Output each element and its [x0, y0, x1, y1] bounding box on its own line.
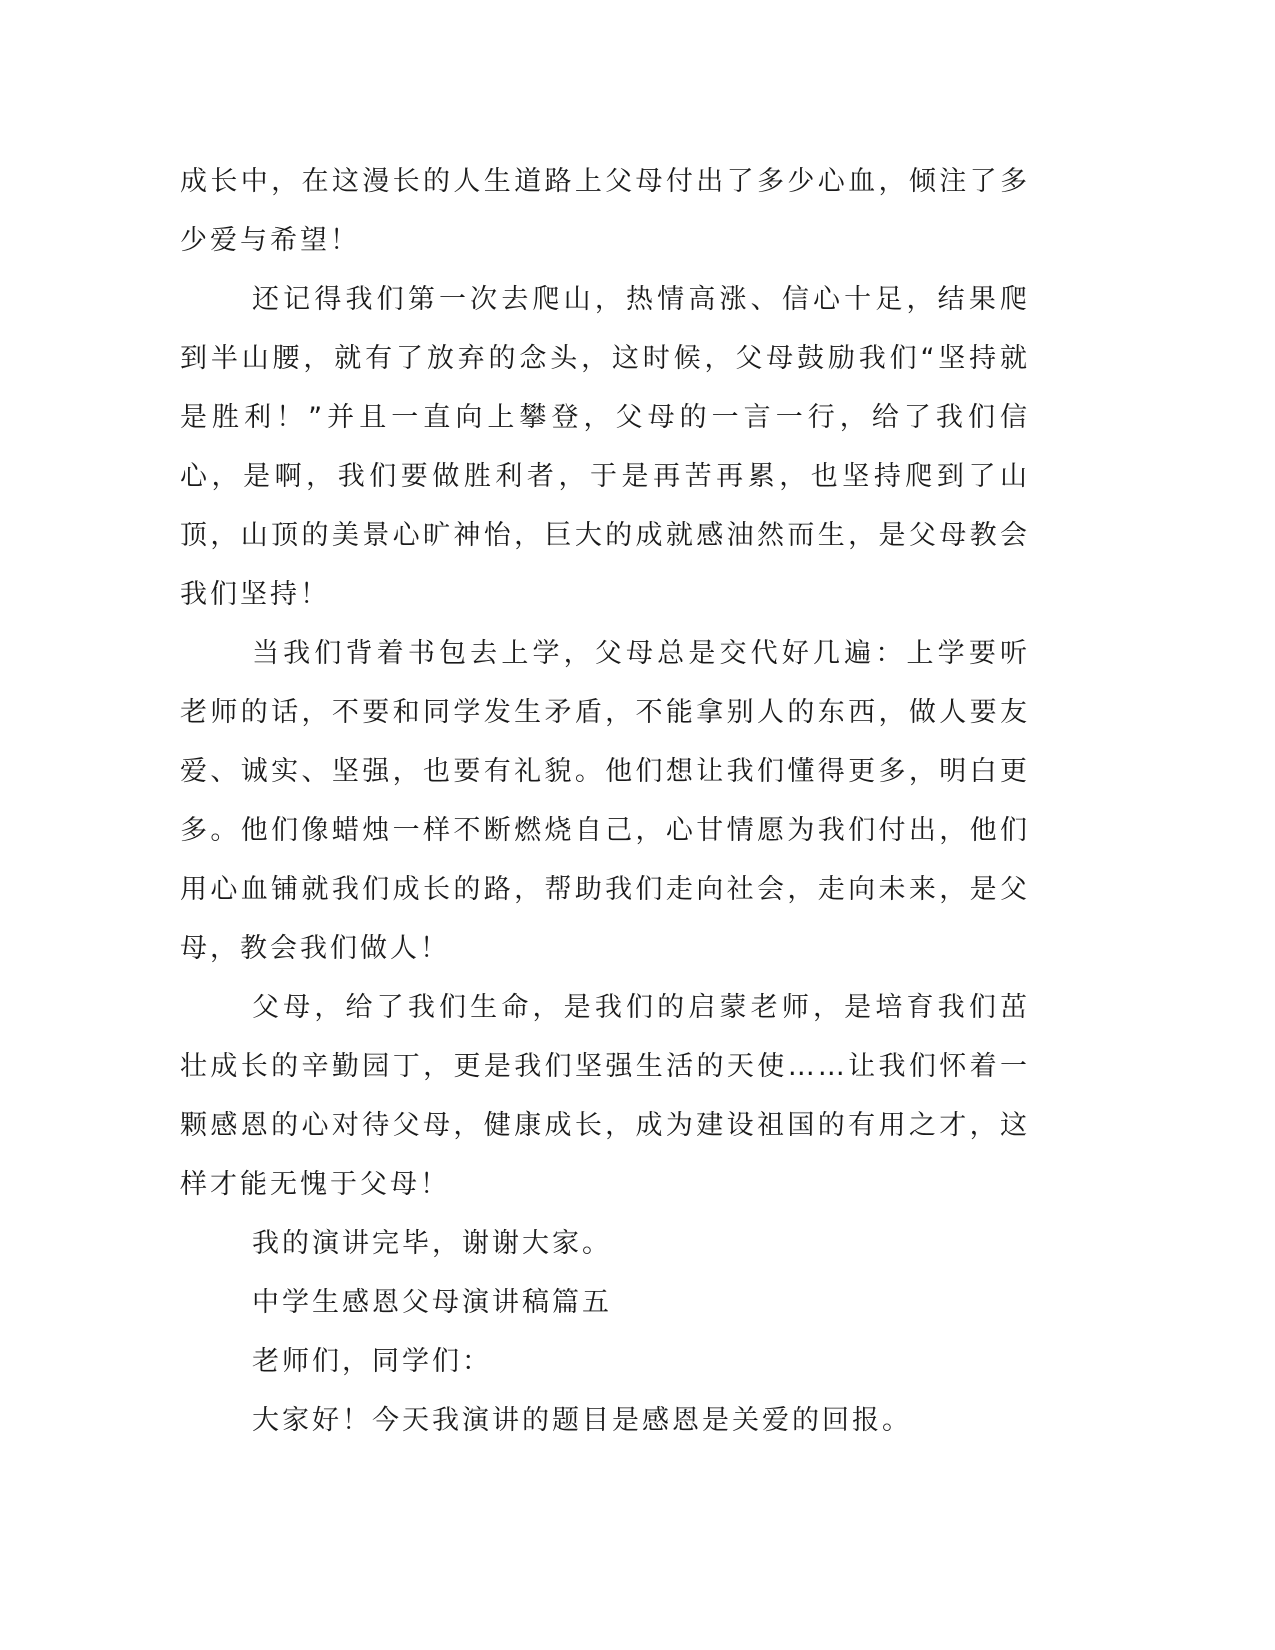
document-body: [180, 152, 1030, 1450]
section-heading: 中学生感恩父母演讲稿篇五: [252, 1287, 612, 1318]
paragraph-mountain-climbing: 还记得我们第一次去爬山，热情高涨、信心十足，结果爬到半山腰，就有了放弃的念头，这时候，父母鼓励我们“坚持就是胜利！”并且一直向上攀登，父母的一言一行，给了我们信心，是啊，我们要做胜利者，于是再苦再累，也坚持爬到了山顶，山顶的美景心旷神怡，巨大的成就感油然而生，是父母教会我们坚持！: [180, 284, 1030, 610]
salutation: 老师们，同学们：: [252, 1346, 492, 1377]
paragraph-going-to-school: 当我们背着书包去上学，父母总是交代好几遍：上学要听老师的话，不要和同学发生矛盾，不能拿别人的东西，做人要友爱、诚实、坚强，也要有礼貌。他们想让我们懂得更多，明白更多。他们像蜡烛一样不断燃烧自己，心甘情愿为我们付出，他们用心血铺就我们成长的路，帮助我们走向社会，走向未来，是父母，教会我们做人！: [180, 638, 1030, 964]
paragraph-continuation: 成长中，在这漫长的人生道路上父母付出了多少心血，倾注了多少爱与希望！: [180, 166, 1030, 256]
paragraph-closing: 我的演讲完毕，谢谢大家。: [252, 1228, 612, 1259]
paragraph-parents-gift: 父母，给了我们生命，是我们的启蒙老师，是培育我们茁壮成长的辛勤园丁，更是我们坚强生活的天使……让我们怀着一颗感恩的心对待父母，健康成长，成为建设祖国的有用之才，这样才能无愧于父母！: [180, 992, 1030, 1200]
paragraph-greeting: 大家好！今天我演讲的题目是感恩是关爱的回报。: [252, 1405, 912, 1436]
